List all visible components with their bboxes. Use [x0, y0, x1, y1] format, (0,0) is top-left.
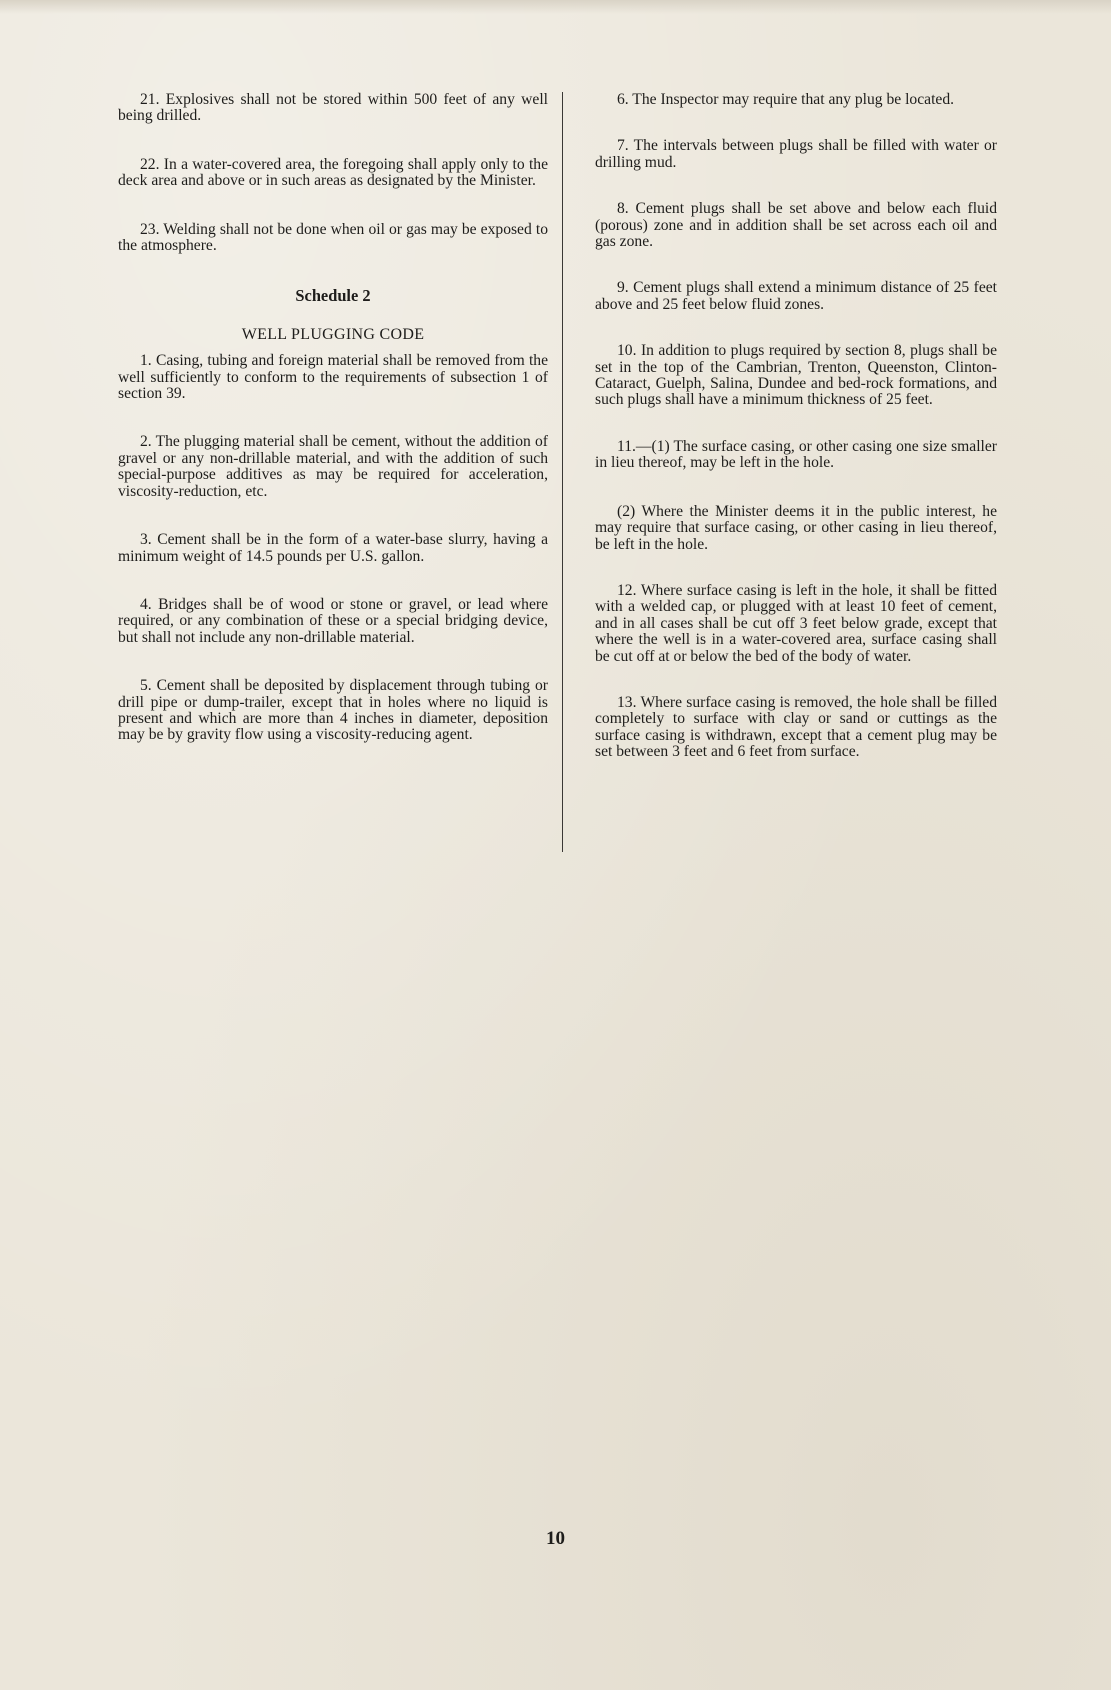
schedule-item-8: 8. Cement plugs shall be set above and below each fluid (porous) zone and in addition shall be set across each oil and gas zone. — [595, 200, 997, 251]
section-21: 21. Explosives shall not be stored within 500 feet of any well being drilled. — [118, 91, 548, 125]
column-divider — [562, 92, 563, 852]
schedule-item-6: 6. The Inspector may require that any plug be located. — [617, 91, 955, 108]
schedule-item-12: 12. Where surface casing is left in the hole, it shall be fitted with a welded cap, or plugged with at least 10 feet of cement, and in all cases shall be cut off 3 feet below grade, except that where the well is in a water-covered area, surface casing shall be cut off at or below the bed of the body of water. — [595, 581, 997, 665]
schedule-item-9: 9. Cement plugs shall extend a minimum distance of 25 feet above and 25 feet below fluid zones. — [595, 279, 997, 313]
schedule-item-5: 5. Cement shall be deposited by displacement through tubing or drill pipe or dump-trailer, except that in holes where no liquid is present and which are more than 4 inches in diameter, deposition may be by gravity flow using a viscosity-reducing agent. — [118, 677, 548, 744]
page-top-edge — [0, 0, 1111, 14]
code-heading: WELL PLUGGING CODE — [241, 325, 425, 343]
schedule-item-7: 7. The intervals between plugs shall be filled with water or drilling mud. — [595, 137, 997, 171]
schedule-item-13: 13. Where surface casing is removed, the hole shall be filled completely to surface with clay or sand or cuttings as the surface casing is withdrawn, except that a cement plug may be set between 3 feet and 6 feet from surface. — [595, 693, 997, 761]
page-number: 10 — [546, 1528, 565, 1549]
schedule-item-2: 2. The plugging material shall be cement, without the addition of gravel or any non-drillable material, and with the addition of such special-purpose additives as may be required for acceleration, viscosity-reduction, etc. — [118, 433, 548, 500]
schedule-item-10: 10. In addition to plugs required by section 8, plugs shall be set in the top of the Cambrian, Trenton, Queenston, Clinton-Cataract, Guelph, Salina, Dundee and bed-rock formations, and such plugs shall have a minimum thickness of 25 feet. — [595, 342, 997, 409]
schedule-item-11-1: 11.—(1) The surface casing, or other casing one size smaller in lieu thereof, may be left in the hole. — [595, 437, 997, 472]
schedule-heading: Schedule 2 — [295, 286, 371, 306]
schedule-item-1: 1. Casing, tubing and foreign material shall be removed from the well sufficiently to conform to the requirements of subsection 1 of section 39. — [118, 352, 548, 403]
right-column — [595, 92, 997, 761]
section-22: 22. In a water-covered area, the foregoing shall apply only to the deck area and above or in such areas as designated by the Minister. — [118, 155, 548, 190]
schedule-item-3: 3. Cement shall be in the form of a water-base slurry, having a minimum weight of 14.5 pounds per U.S. gallon. — [118, 531, 548, 565]
schedule-item-11-2: (2) Where the Minister deems it in the public interest, he may require that surface casing, or other casing in lieu thereof, be left in the hole. — [595, 502, 997, 553]
schedule-item-4: 4. Bridges shall be of wood or stone or gravel, or lead where required, or any combination of these or a special bridging device, but shall not include any non-drillable material. — [118, 595, 548, 646]
left-column — [118, 92, 548, 744]
section-23: 23. Welding shall not be done when oil or gas may be exposed to the atmosphere. — [118, 220, 548, 255]
